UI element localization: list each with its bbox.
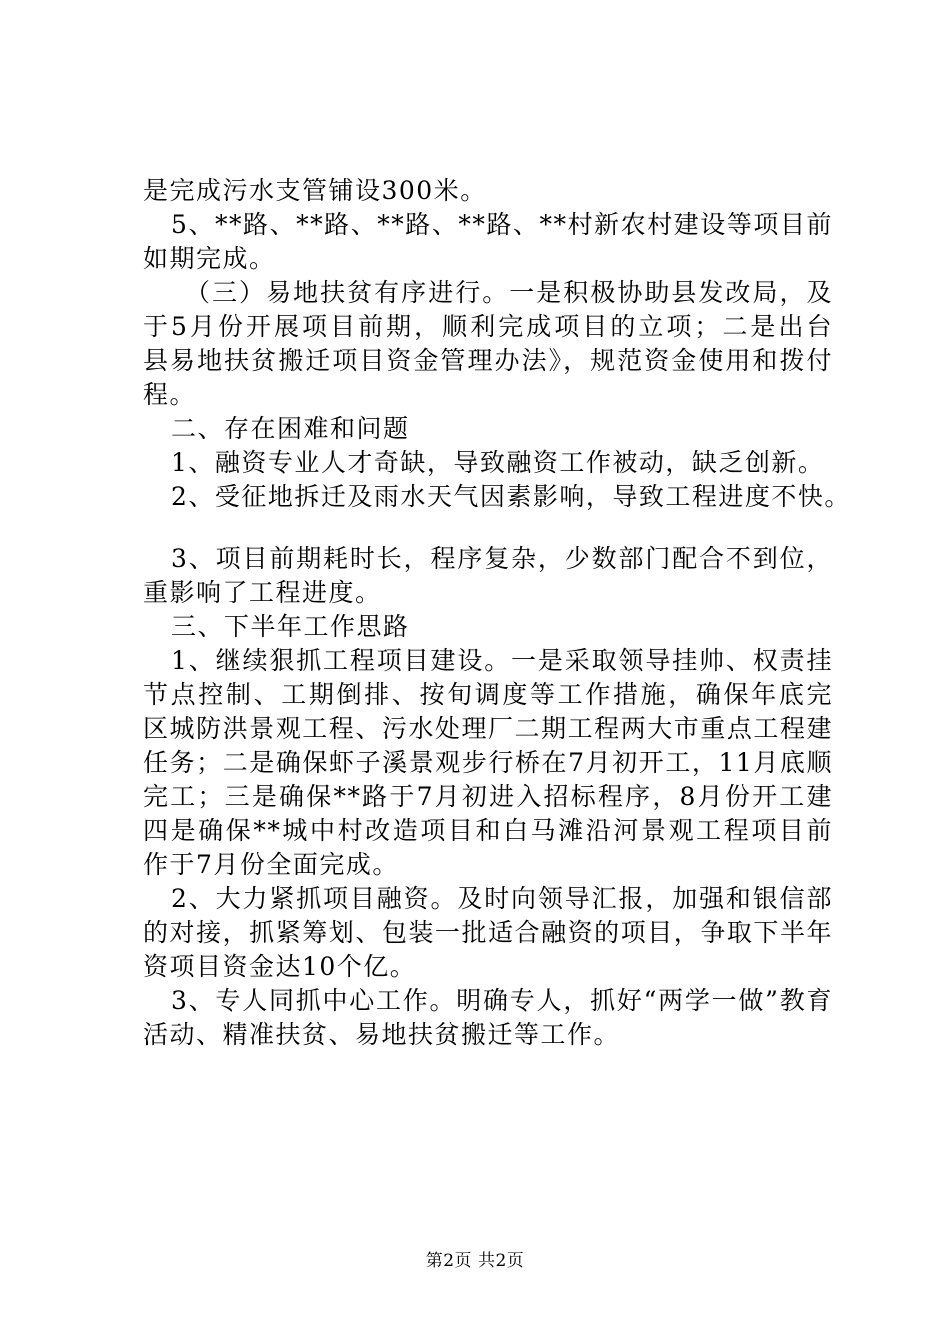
text-line: 重影响了工程进度。 xyxy=(143,578,382,607)
text-line: 5、**路、**路、**路、**路、**村新农村建设等项目前 xyxy=(171,210,833,239)
text-line: 2、大力紧抓项目融资。及时向领导汇报，加强和银信部 xyxy=(171,884,833,913)
text-line: 区城防洪景观工程、污水处理厂二期工程两大市重点工程建 xyxy=(143,714,833,743)
text-line: 资项目资金达10个亿。 xyxy=(143,952,417,981)
text-line: 任务；二是确保虾子溪景观步行桥在7月初开工，11月底顺 xyxy=(143,748,833,777)
blank-line xyxy=(143,514,833,542)
document-body xyxy=(143,174,851,1052)
text-line: 如期完成。 xyxy=(143,244,276,273)
text-line: 四是确保**城中村改造项目和白马滩沿河景观工程项目前 xyxy=(143,816,833,845)
text-line: 是完成污水支管铺设300米。 xyxy=(143,176,487,205)
page-number-footer: 第2页 共2页 xyxy=(425,1251,525,1271)
text-line: 1、继续狠抓工程项目建设。一是采取领导挂帅、权责挂 xyxy=(171,646,833,675)
text-line: 1、融资专业人才奇缺，导致融资工作被动，缺乏创新。 xyxy=(171,448,825,477)
text-line: 县易地扶贫搬迁项目资金管理办法》，规范资金使用和拨付 xyxy=(143,346,833,375)
text-line: 2、受征地拆迁及雨水天气因素影响，导致工程进度不快。 xyxy=(171,482,851,511)
text-line: 于5月份开展项目前期，顺利完成项目的立项；二是出台 xyxy=(143,312,833,341)
text-line: 3、专人同抓中心工作。明确专人，抓好“两学一做”教育 xyxy=(171,986,833,1015)
section-heading: 二、存在困难和问题 xyxy=(171,414,410,443)
text-line: 节点控制、工期倒排、按旬调度等工作措施，确保年底完 xyxy=(143,680,833,709)
text-line: 3、项目前期耗时长，程序复杂，少数部门配合不到位， xyxy=(171,544,833,573)
text-line: （三）易地扶贫有序进行。一是积极协助县发改局，及 xyxy=(185,278,833,307)
text-line: 作于7月份全面完成。 xyxy=(143,850,399,879)
text-line: 程。 xyxy=(143,380,197,409)
text-line: 的对接，抓紧筹划、包装一批适合融资的项目，争取下半年 xyxy=(143,918,833,947)
text-line: 活动、精准扶贫、易地扶贫搬迁等工作。 xyxy=(143,1020,621,1049)
text-line: 完工；三是确保**路于7月初进入招标程序，8月份开工建 xyxy=(143,782,833,811)
section-heading: 三、下半年工作思路 xyxy=(171,612,410,641)
